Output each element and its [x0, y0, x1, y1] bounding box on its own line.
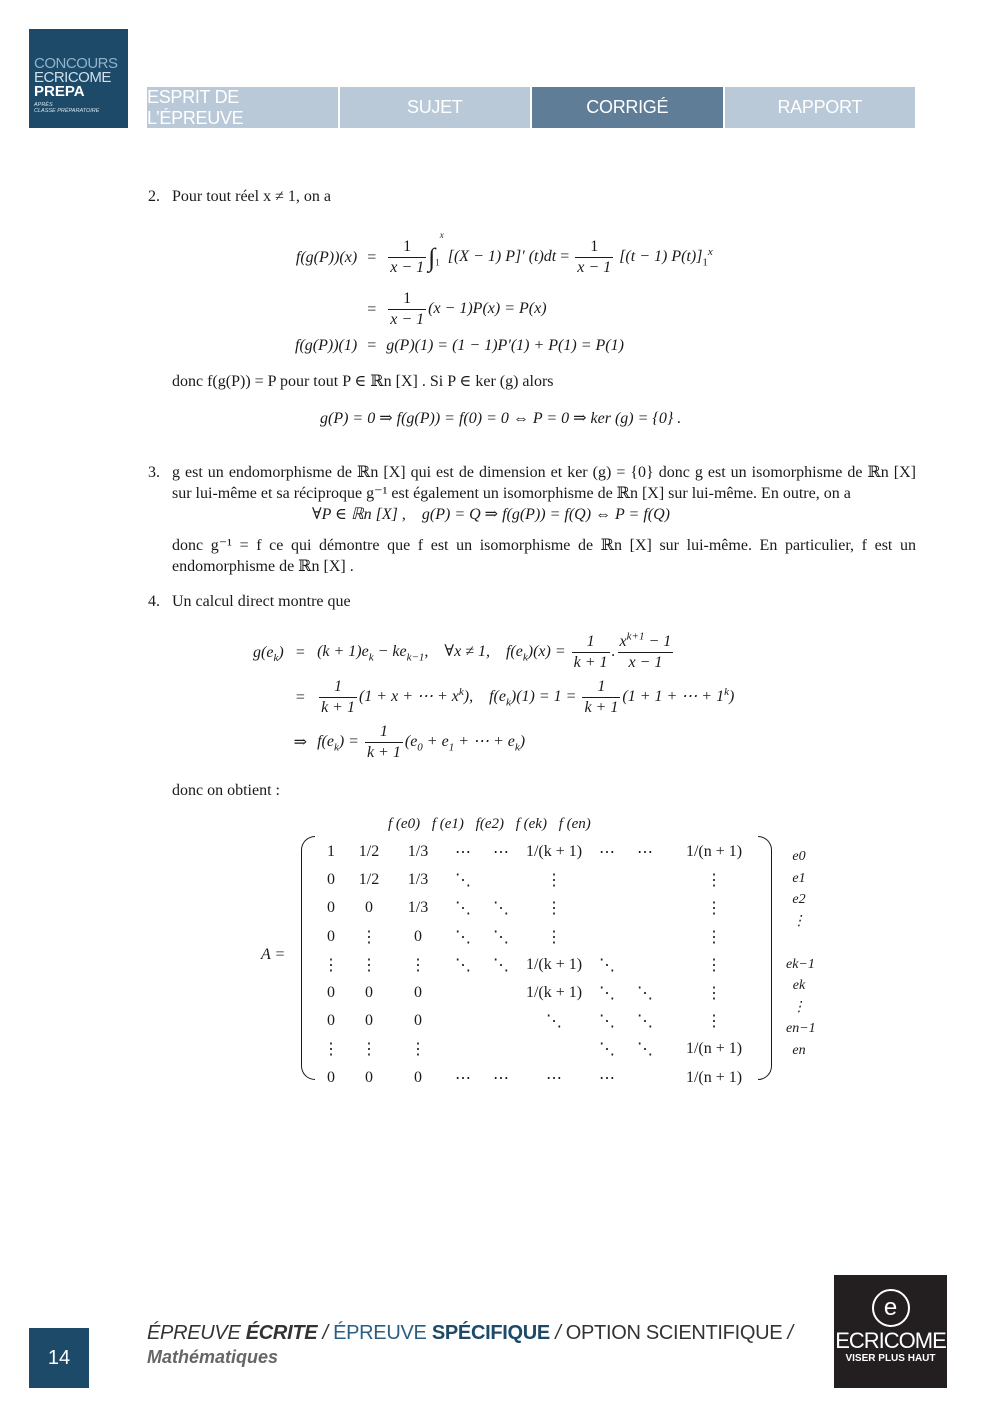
matrix-entries	[316, 838, 766, 1092]
matrix-cell: ⋮	[706, 985, 722, 1003]
matrix-cell: ⋮	[361, 956, 377, 974]
matrix-cell: ⋮	[410, 956, 426, 974]
item-number: 4.	[148, 593, 160, 610]
matrix-cell: ⋮	[546, 872, 562, 890]
matrix-cell: ⋱	[637, 1041, 653, 1059]
item-4-conclusion: donc on obtient :	[172, 782, 280, 799]
matrix-cell: ⋱	[546, 1013, 562, 1031]
item-number: 3.	[148, 464, 160, 481]
item-4-intro: Un calcul direct montre que	[172, 593, 351, 610]
matrix-header: f (en)	[558, 816, 591, 832]
matrix-cell: 0	[327, 899, 335, 917]
matrix-cell: ⋮	[546, 900, 562, 918]
matrix-header: f (e0)	[388, 816, 421, 832]
matrix-cell: 1/(k + 1)	[525, 984, 583, 1002]
matrix-cell: 1/2	[358, 871, 380, 889]
matrix-cell: ⋯	[637, 844, 653, 862]
logo-line-prepa: PREPA	[34, 83, 85, 100]
matrix-cell: 0	[414, 927, 422, 945]
basis-vector: en	[792, 1042, 806, 1058]
item-2-intro: Pour tout réel x ≠ 1, on a	[172, 188, 331, 205]
matrix-cell: ⋱	[493, 956, 509, 974]
matrix-column-headers	[388, 816, 599, 833]
matrix-basis	[786, 846, 816, 1061]
matrix-cell: 0	[327, 1068, 335, 1086]
concours-logo	[29, 29, 128, 128]
matrix-cell: 1/3	[407, 899, 429, 917]
matrix-cell: ⋮	[706, 872, 722, 890]
matrix-cell: ⋱	[599, 1041, 615, 1059]
matrix-cell: 0	[327, 871, 335, 889]
logo-line-ecricome: ECRICOME	[34, 69, 111, 86]
matrix-cell: 1/3	[407, 871, 429, 889]
item-4	[148, 591, 916, 801]
basis-vector: ek	[792, 978, 806, 993]
matrix-cell: ⋮	[706, 1013, 722, 1031]
matrix-cell: ⋱	[637, 985, 653, 1003]
matrix-cell: 0	[365, 1012, 373, 1030]
matrix-cell: ⋯	[599, 1069, 615, 1087]
matrix-cell: ⋱	[637, 1013, 653, 1031]
matrix-a	[258, 816, 838, 1086]
matrix-cell: ⋮	[323, 956, 339, 974]
basis-vector: e2	[792, 892, 806, 907]
item-3-equation: ∀P ∈ ℝn [X] , g(P) = Q ⇒ f(g(P)) = f(Q) ⇔ P = f(Q)	[312, 506, 670, 523]
matrix-cell: 1/3	[407, 843, 429, 861]
matrix-cell: ⋱	[455, 872, 471, 890]
tab-corrige[interactable]: CORRIGÉ	[532, 87, 723, 128]
brand-tagline: VISER PLUS HAUT	[845, 1353, 936, 1364]
tab-rapport[interactable]: RAPPORT	[725, 87, 916, 128]
page-number: 14	[29, 1328, 89, 1388]
basis-vector: en−1	[786, 1021, 816, 1036]
tab-esprit[interactable]: ESPRIT DE L’ÉPREUVE	[147, 87, 338, 128]
item-3-text: g est un endomorphisme de ℝn [X] qui est de dimension et ker (g) = {0} donc g est un isomorphisme de ℝn [X] sur lui-même et sa réciproque g⁻¹ est également un isomorphisme de ℝn [X] sur lui-même. En outre, on a	[172, 464, 916, 502]
basis-vector	[786, 932, 812, 954]
item-2	[148, 186, 916, 436]
item-4-equations: $g(e_k)$ = $(k + 1)e_k - ke_{k-1}$, ∀x ≠ 1, $f(e_k)(x)$ = $\frac{1}{k + 1}$ . $\frac{x^{k+1} - 1}{x - 1}$ = $\frac{1}{k + 1}$ (1 + x + ⋯ + $x^k$), $f(e_k)(1) = 1$ = $\frac{1}{k + 1}$ (1 + 1 + ⋯ + $1^k$) ⇒ $f(e_k)$ = $\frac{1}{k + 1}$ ($e_0 + e_1$ + ⋯ + $e_k$)	[253, 630, 735, 761]
logo-line-concours: CONCOURS	[34, 55, 118, 72]
logo-line-apres: APRÈS CLASSE PRÉPARATOIRE	[34, 102, 100, 114]
matrix-cell: 0	[365, 984, 373, 1002]
matrix-header: f (ek)	[515, 816, 547, 832]
matrix-cell: 1/(n + 1)	[685, 1068, 743, 1086]
ecricome-brand-logo	[834, 1275, 947, 1388]
matrix-cell: 1/(n + 1)	[685, 843, 743, 861]
matrix-cell: ⋱	[599, 1013, 615, 1031]
item-2-equations: f(g(P))(x) = $\frac{1}{x - 1}$ $\int_1^x$ [(X − 1) P]′ (t)dt = $\frac{1}{x - 1}$ [(t − 1) $P(t)]_1^x$ = $\frac{1}{x - 1}$ (x − 1)P(x) = P(x) f(g(P))(1) = g(P)(1) = (1 − 1)P′(1) + P(1) = P(1)	[295, 230, 713, 354]
matrix-cell: 0	[414, 984, 422, 1002]
matrix-cell: ⋱	[599, 985, 615, 1003]
tab-sujet[interactable]: SUJET	[340, 87, 531, 128]
matrix-cell: ⋮	[323, 1041, 339, 1059]
matrix-cell: ⋮	[410, 1041, 426, 1059]
matrix-cell: ⋮	[706, 956, 722, 974]
matrix-cell: 0	[414, 1012, 422, 1030]
matrix-cell: 0	[414, 1068, 422, 1086]
item-3	[148, 462, 916, 577]
matrix-cell: 0	[327, 1012, 335, 1030]
matrix-cell: 1/(n + 1)	[685, 1040, 743, 1058]
item-2-conclusion: donc f(g(P)) = P pour tout P ∈ ℝn [X] . Si P ∈ ker (g) alors	[172, 373, 554, 390]
section-tabs	[147, 87, 915, 128]
matrix-cell: ⋯	[455, 1069, 471, 1087]
basis-vector: ek−1	[786, 956, 815, 972]
brand-name: ECRICOME	[835, 1328, 946, 1353]
matrix-cell: ⋮	[546, 928, 562, 946]
basis-vector: ⋮	[792, 913, 806, 929]
footer-text	[147, 1322, 793, 1368]
matrix-cell: 1/(k + 1)	[525, 955, 583, 973]
matrix-header: f(e2)	[475, 816, 504, 832]
matrix-cell: 0	[365, 1068, 373, 1086]
matrix-cell: 1/2	[358, 843, 380, 861]
matrix-cell: ⋯	[599, 844, 615, 862]
matrix-cell: 0	[327, 927, 335, 945]
basis-vector: e1	[792, 870, 806, 886]
matrix-cell: ⋮	[361, 928, 377, 946]
matrix-cell: ⋯	[493, 844, 509, 862]
matrix-cell: ⋱	[455, 928, 471, 946]
matrix-cell: ⋮	[361, 1041, 377, 1059]
footer-subject: Mathématiques	[147, 1347, 279, 1367]
ecricome-e-icon: e	[872, 1289, 910, 1327]
item-2-implication: g(P) = 0 ⇒ f(g(P)) = f(0) = 0 ⇔ P = 0 ⇒ ker (g) = {0} .	[320, 410, 682, 427]
matrix-cell: 0	[365, 899, 373, 917]
matrix-cell: ⋱	[599, 956, 615, 974]
left-parenthesis	[301, 836, 315, 1080]
matrix-cell: ⋯	[546, 1069, 562, 1087]
matrix-cell: ⋮	[706, 900, 722, 918]
footer-exam-type: ÉPREUVE ÉCRITE / ÉPREUVE SPÉCIFIQUE / OPTION SCIENTIFIQUE /	[147, 1322, 793, 1344]
item-number: 2.	[148, 188, 160, 205]
matrix-cell: ⋱	[455, 956, 471, 974]
matrix-cell: ⋯	[493, 1069, 509, 1087]
item-3-conclusion: donc g⁻¹ = f ce qui démontre que f est un isomorphisme de ℝn [X] sur lui-même. En particulier, f est un endomorphisme de ℝn [X] .	[172, 537, 916, 575]
matrix-cell: ⋱	[493, 928, 509, 946]
matrix-cell: 1	[327, 843, 335, 861]
basis-vector: ⋮	[792, 999, 806, 1015]
main-content	[148, 186, 916, 801]
matrix-label: A =	[261, 946, 286, 963]
matrix-cell: 1/(k + 1)	[525, 843, 583, 861]
matrix-cell: ⋯	[455, 844, 471, 862]
matrix-cell: ⋱	[493, 900, 509, 918]
basis-vector: e0	[792, 849, 806, 864]
matrix-cell: ⋮	[706, 928, 722, 946]
matrix-cell: 0	[327, 984, 335, 1002]
matrix-cell: ⋱	[455, 900, 471, 918]
matrix-header: f (e1)	[431, 816, 464, 832]
